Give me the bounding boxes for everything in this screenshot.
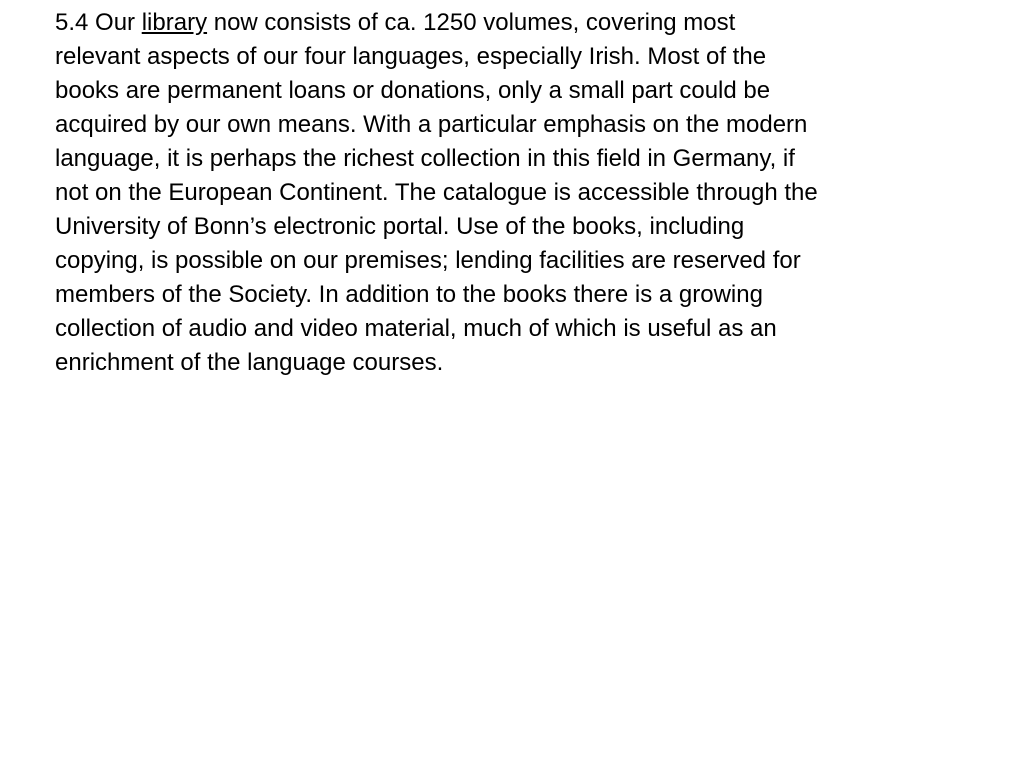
text-line: acquired by our own means. With a particular emphasis on the modern (55, 111, 808, 138)
text-line: relevant aspects of our four languages, especially Irish. Most of the (55, 43, 767, 70)
text-line: members of the Society. In addition to the books there is a growing (55, 281, 763, 308)
library-paragraph (55, 6, 967, 380)
text-line: copying, is possible on our premises; lending facilities are reserved for (55, 247, 801, 274)
line-suffix: now consists of ca. 1250 volumes, covering most (207, 9, 736, 36)
text-line (55, 6, 967, 40)
library-link[interactable]: library (141, 9, 208, 36)
text-line: collection of audio and video material, much of which is useful as an (55, 315, 777, 342)
text-line: University of Bonn’s electronic portal. Use of the books, including (55, 213, 745, 240)
text-line: language, it is perhaps the richest collection in this field in Germany, if (55, 145, 795, 172)
text-line: enrichment of the language courses. (55, 349, 444, 376)
line-prefix: 5.4 Our (55, 9, 142, 36)
text-line: books are permanent loans or donations, only a small part could be (55, 77, 771, 104)
text-line: not on the European Continent. The catalogue is accessible through the (55, 179, 818, 206)
